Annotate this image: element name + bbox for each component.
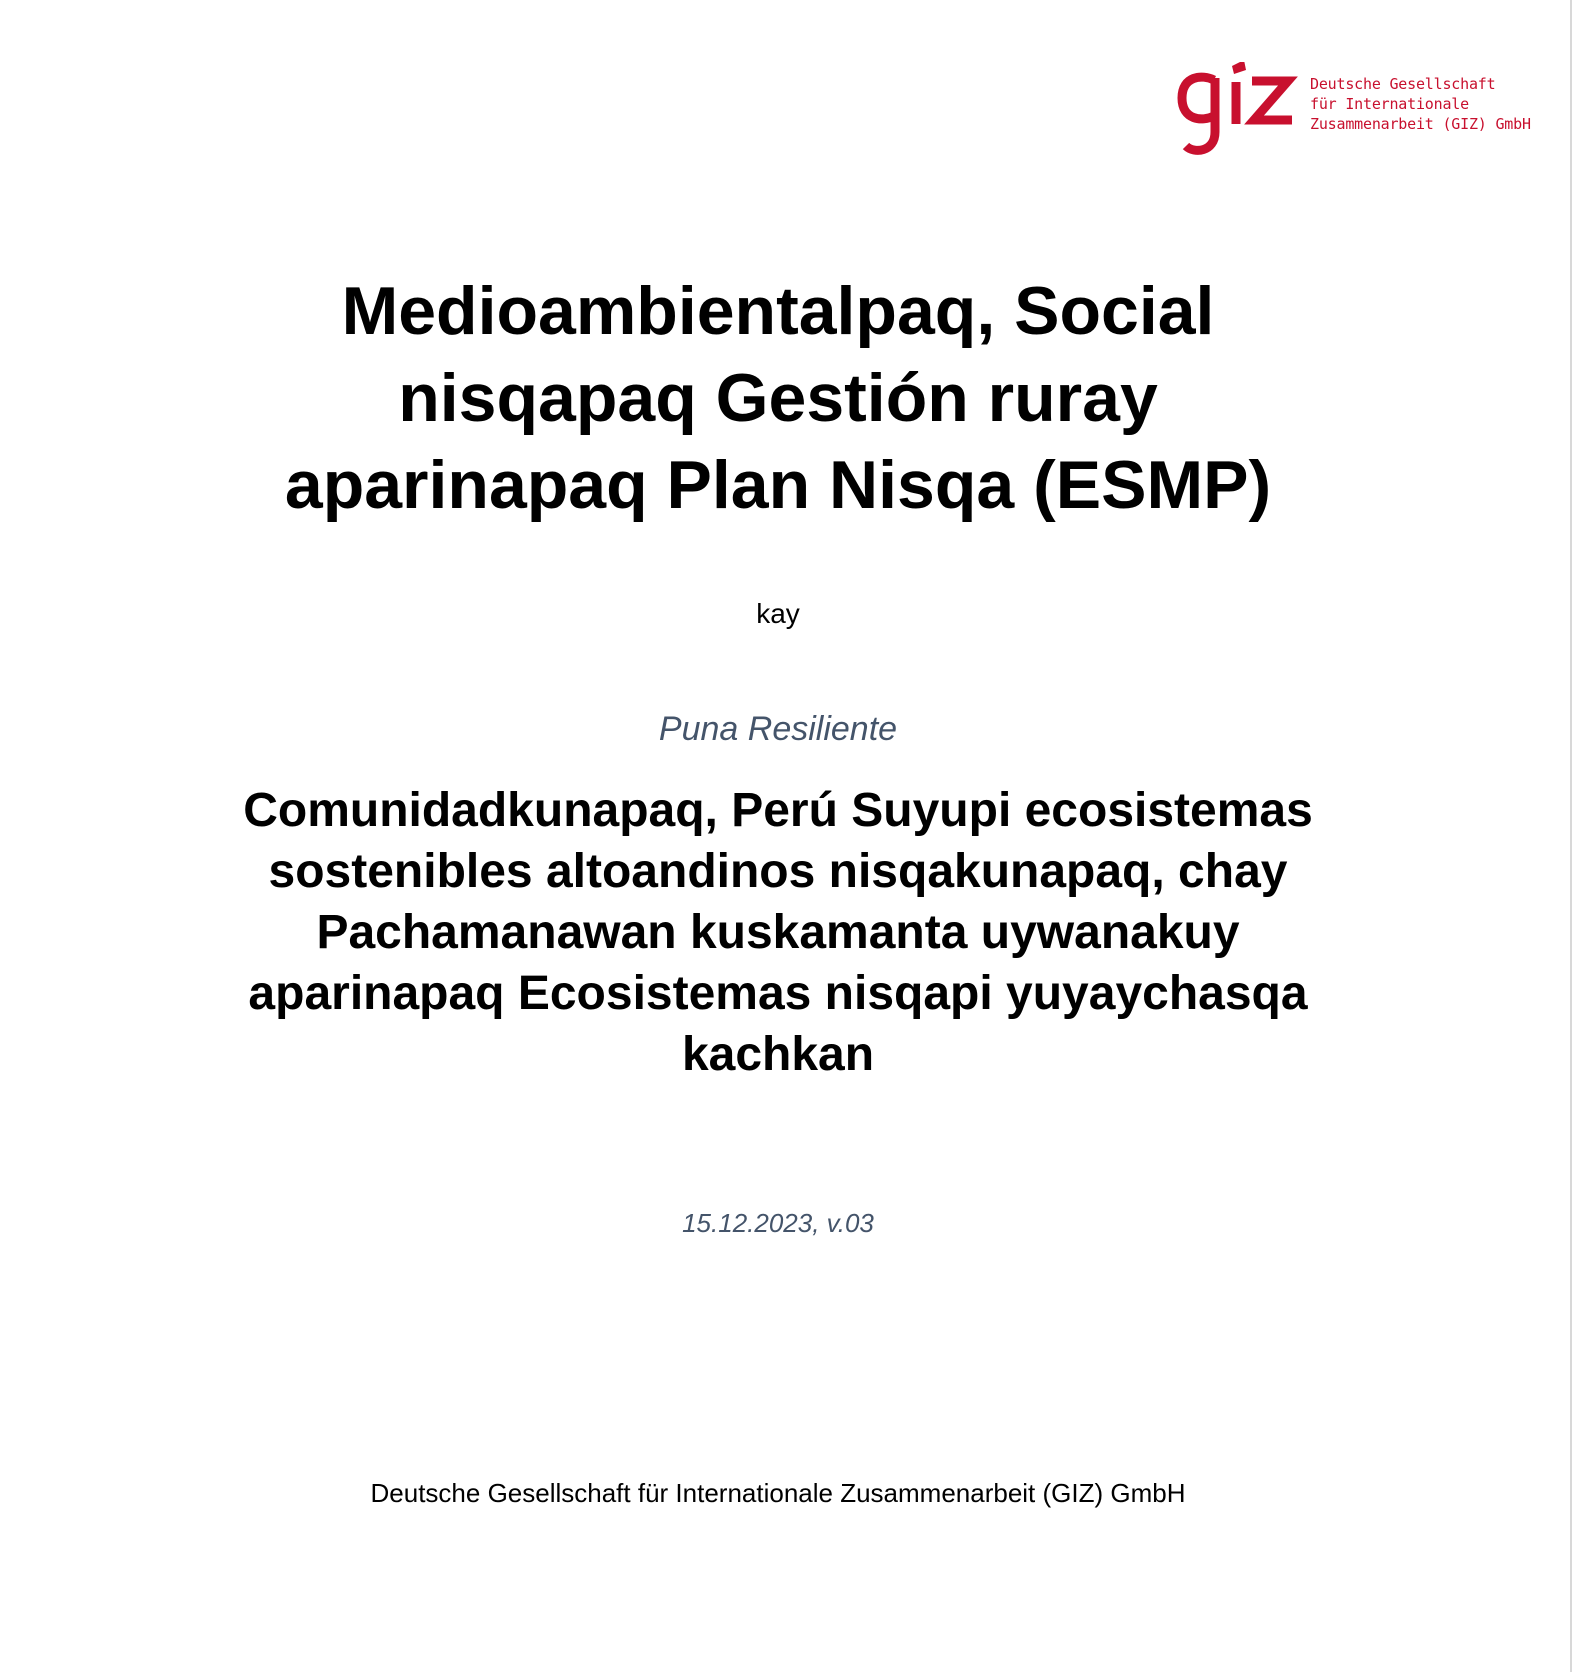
project-name: Puna Resiliente <box>658 710 898 748</box>
subtitle-line-5: kachkan <box>681 1028 875 1081</box>
organization-name: Deutsche Gesellschaft für Internationale Zusammenarbeit (GIZ) GmbH <box>370 1478 1186 1508</box>
logo-text-line-3: Zusammenarbeit (GIZ) GmbH <box>1310 115 1531 133</box>
giz-logo <box>1176 62 1536 158</box>
title-line-3: aparinapaq Plan Nisqa (ESMP) <box>284 447 1272 523</box>
title-line-2: nisqapaq Gestión ruray <box>398 360 1158 436</box>
giz-logo-mark <box>1176 62 1316 158</box>
subtitle-line-2: sostenibles altoandinos nisqakunapaq, chay <box>268 845 1288 898</box>
giz-logo-text <box>1310 74 1531 134</box>
document-subtitle <box>0 780 1556 1085</box>
document-title <box>0 268 1556 529</box>
title-line-1: Medioambientalpaq, Social <box>341 273 1215 349</box>
subtitle-line-3: Pachamanawan kuskamanta uywanakuy <box>316 906 1240 959</box>
subtitle-line-1: Comunidadkunapaq, Perú Suyupi ecosistemas <box>243 784 1313 837</box>
connector-word: kay <box>756 598 800 629</box>
page-edge <box>1570 0 1582 1672</box>
date-version: 15.12.2023, v.03 <box>682 1208 874 1238</box>
logo-text-line-1: Deutsche Gesellschaft <box>1310 75 1496 93</box>
subtitle-line-4: aparinapaq Ecosistemas nisqapi yuyaychasqa <box>248 967 1308 1020</box>
logo-text-line-2: für Internationale <box>1310 95 1469 113</box>
